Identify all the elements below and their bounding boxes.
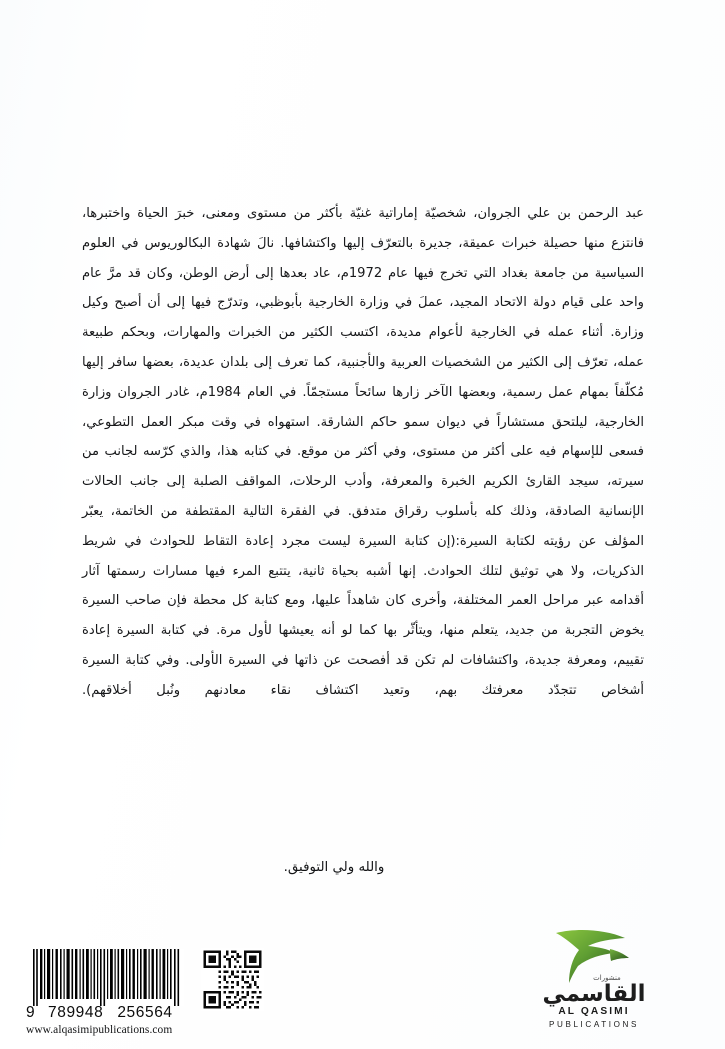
- barcode-group-1: 789948: [48, 1004, 104, 1021]
- logo-arabic-main: القاسمي: [542, 981, 646, 1007]
- closing-line: والله ولي التوفيق.: [283, 860, 385, 875]
- isbn-barcode-block: [26, 949, 192, 1036]
- publisher-logo: [525, 927, 663, 1033]
- logo-latin-name: AL QASIMI: [558, 1006, 630, 1017]
- footer: [0, 909, 725, 1049]
- barcode-bars: [32, 949, 184, 1006]
- logo-latin-subtitle: PUBLICATIONS: [549, 1020, 639, 1029]
- publisher-website-url[interactable]: www.alqasimipublications.com: [26, 1024, 173, 1036]
- barcode-lead-digit: 9: [26, 1004, 36, 1021]
- qr-code-icon: [201, 948, 264, 1011]
- barcode-digits: [26, 1004, 192, 1022]
- author-biography-paragraph: عبد الرحمن بن علي الجروان، شخصيّة إماراتية غنيّة بأكثر من مستوى ومعنى، خبرَ الحياة واختبرها، فانتزع منها حصيلة خبرات عميقة، جديرة بالتعرّف إليها واكتشافها. نالَ شهادة البكالوريوس في العلوم السياسية من جامعة بغداد التي تخرج فيها عام 1972م، عاد بعدها إلى أرض الوطن، وكان قد مرَّ عام واحد على قيام دولة الاتحاد المجيد، عملَ في وزارة الخارجية بأبوظبي، وتدرّج فيها إلى أن أصبح وكيل وزارة. أثناء عمله في الخارجية لأعوام مديدة، اكتسب الكثير من الخبرات والمهارات، وبحكم طبيعة عمله، تعرّف إلى الكثير من الشخصيات العربية والأجنبية، كما تعرف إلى بلدان عديدة، بعضها سافر إليها مُكلّفاً بمهام عمل رسمية، وبعضها الآخر زارها سائحاً مستجمّاً. في العام 1984م، غادر الجروان وزارة الخارجية، ليلتحق مستشاراً في ديوان سمو حاكم الشارقة. استهواه في وقت مبكر العمل التطوعي، فسعى للإسهام فيه على أكثر من مستوى، وفي أكثر من موقع. في كتابه هذا، والذي كرّسه لجانب من سيرته، سيجد القارئ الكريم الخبرة والمعرفة، وأدب الرحلات، المواقف الصلبة إلى جانب الحالات الإنسانية الصادقة، وذلك كله بأسلوب رقراق متدفق. في الفقرة التالية المقتطفة من الخاتمة، يعبّر المؤلف عن رؤيته لكتابة السيرة:(إن كتابة السيرة ليست مجرد إعادة التقاط للحوادث في شريط الذكريات، ولا هي توثيق لتلك الحوادث. إنها أشبه بحياة ثانية، يتتبع المرء فيها مسارات رسمتها آثار أقدامه عبر مراحل العمر المختلفة، وأخرى كان شاهداً عليها، ومع كتابة كل محطة فإن صاحب السيرة يخوض التجربة من جديد، يتعلم منها، ويتأثّر بها كما لو أنه يعيشها لأول مرة. في كتابة السيرة إعادة تقييم، ومعرفة جديدة، واكتشافات لم تكن قد أفصحت عن ذاتها في السيرة الأولى. وفي كتابة السيرة أشخاص تتجدّد معرفتك بهم، وتعيد اكتشاف نقاء معادنهم ونُبل أخلاقهم).: [82, 206, 644, 698]
- barcode-group-2: 256564: [117, 1004, 173, 1021]
- logo-arabic-small: منشورات: [593, 974, 621, 982]
- body-text-block: [82, 199, 644, 706]
- qr-code[interactable]: [201, 948, 264, 1011]
